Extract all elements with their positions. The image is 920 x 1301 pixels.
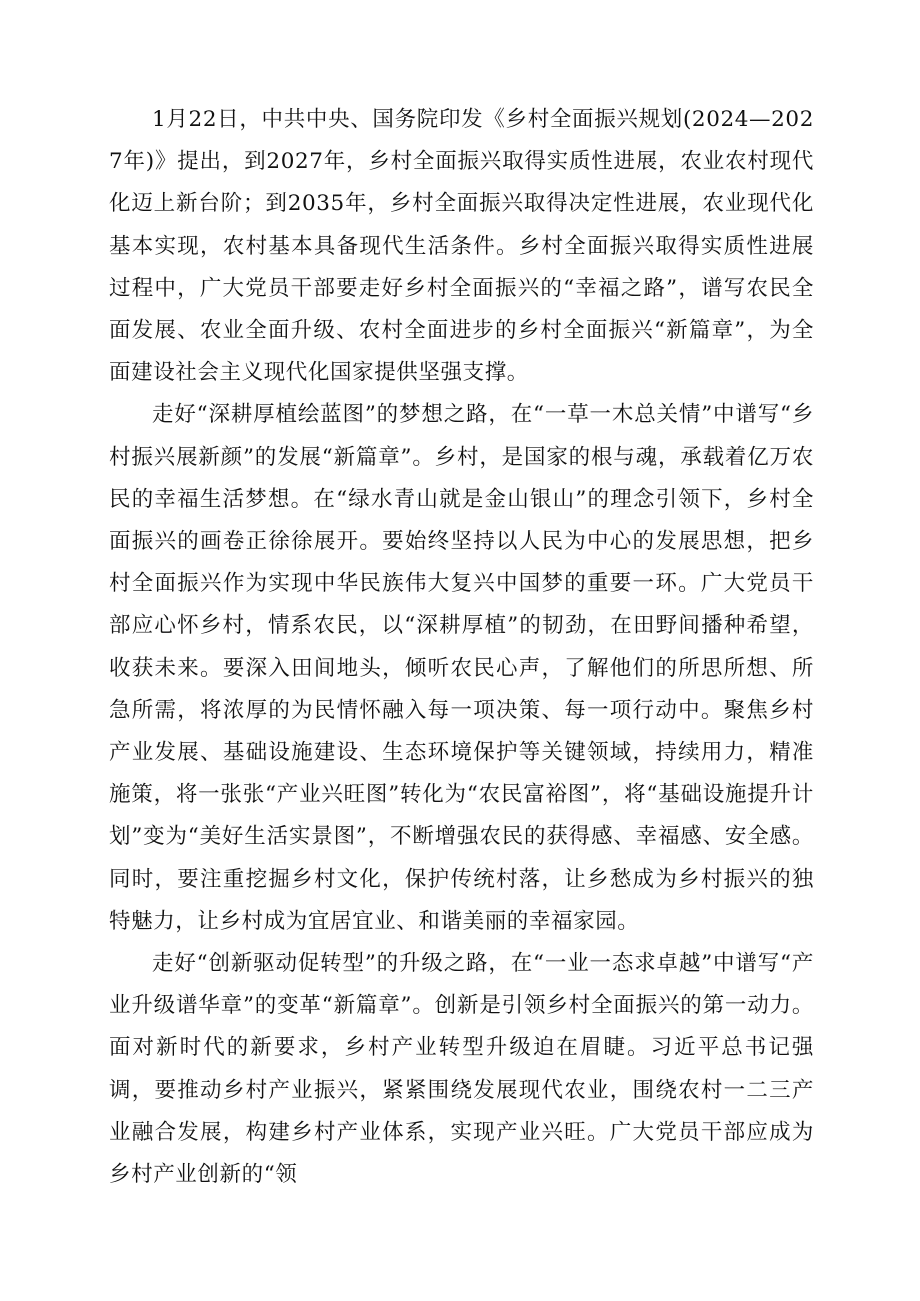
paragraph-intro: 1月22日，中共中央、国务院印发《乡村全面振兴规划(2024—2027年)》提出，到2027年，乡村全面振兴取得实质性进展，农业农村现代化迈上新台阶；到2035年，乡村全面振兴取得决定性进展，农业现代化基本实现，农村基本具备现代生活条件。乡村全面振兴取得实质性进展过程中，广大党员干部要走好乡村全面振兴的“幸福之路”，谱写农民全面发展、农业全面升级、农村全面进步的乡村全面振兴“新篇章”，为全面建设社会主义现代化国家提供坚强支撑。 — [109, 107, 814, 386]
document-body — [109, 99, 814, 1196]
paragraph-upgrade-road: 走好“创新驱动促转型”的升级之路，在“一业一态求卓越”中谱写“产业升级谱华章”的变革“新篇章”。创新是引领乡村全面振兴的第一动力。面对新时代的新要求，乡村产业转型升级迫在眉睫。习近平总书记强调，要推动乡村产业振兴，紧紧围绕发展现代农业，围绕农村一二三产业融合发展，构建乡村产业体系，实现产业兴旺。广大党员干部应成为乡村产业创新的“领 — [109, 951, 814, 1188]
paragraph-dream-road: 走好“深耕厚植绘蓝图”的梦想之路，在“一草一木总关情”中谱写“乡村振兴展新颜”的发展“新篇章”。乡村，是国家的根与魂，承载着亿万农民的幸福生活梦想。在“绿水青山就是金山银山”的理念引领下，乡村全面振兴的画卷正徐徐展开。要始终坚持以人民为中心的发展思想，把乡村全面振兴作为实现中华民族伟大复兴中国梦的重要一环。广大党员干部应心怀乡村，情系农民，以“深耕厚植”的韧劲，在田野间播种希望，收获未来。要深入田间地头，倾听农民心声，了解他们的所思所想、所急所需，将浓厚的为民情怀融入每一项决策、每一项行动中。聚焦乡村产业发展、基础设施建设、生态环境保护等关键领域，持续用力，精准施策，将一张张“产业兴旺图”转化为“农民富裕图”，将“基础设施提升计划”变为“美好生活实景图”，不断增强农民的获得感、幸福感、安全感。同时，要注重挖掘乡村文化，保护传统村落，让乡愁成为乡村振兴的独特魅力，让乡村成为宜居宜业、和谐美丽的幸福家园。 — [109, 402, 814, 934]
